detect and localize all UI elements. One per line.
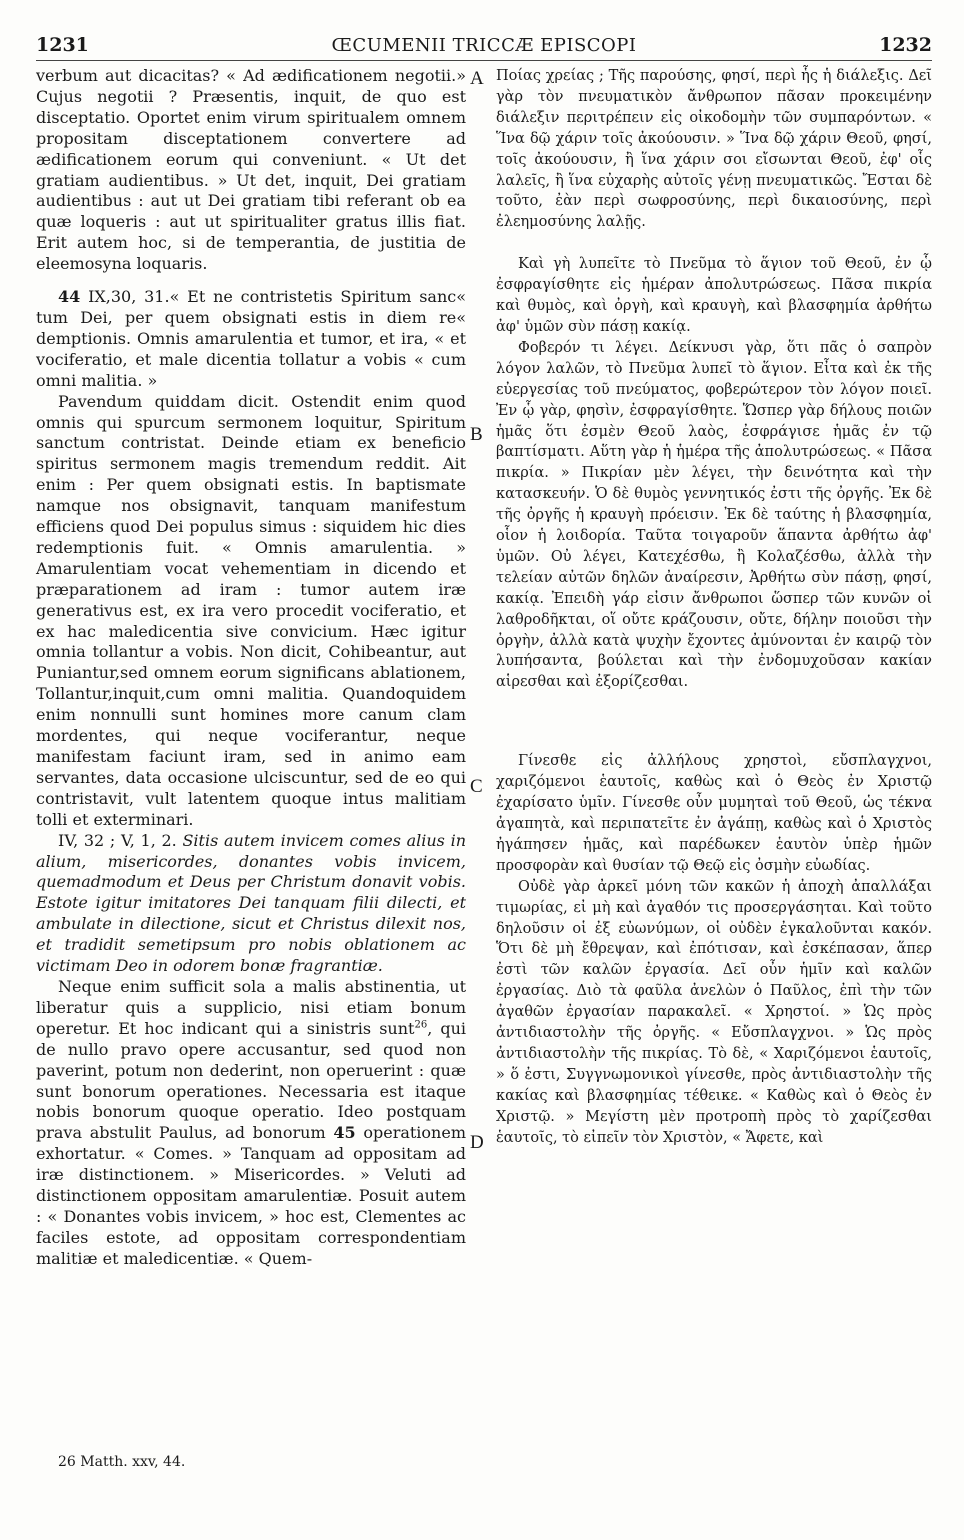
latin-ref-2: IX,30, 31.: [80, 287, 170, 307]
footnote: 26 Matth. xxv, 44.: [58, 1454, 186, 1470]
header-rule: [36, 60, 932, 61]
greek-paragraph-5: Οὐδὲ γὰρ ἀρκεῖ μόνη τῶν κακῶν ἡ ἀποχὴ ἀπαλλάξαι τιμωρίας, εἰ μὴ καὶ ἀγαθόν τις προσεργάσηται. Καὶ τοῦτο δηλοῦσιν οἱ ἐξ εὐωνύμων, οἱ οὐδὲν ἐγκαλοῦνται κακόν. Ὅτι δὲ μὴ ἔθρεψαν, καὶ ἐπότισαν, καὶ ἐσκέπασαν, ἅπερ ἐστὶ τῶν καλῶν ἐργασία. Δεῖ οὖν ἡμῖν καὶ καλῶν ἐργασίας. Διὸ τὰ φαῦλα ἀνελὼν ὁ Παῦλος, ἐπὶ τὴν τῶν ἀγαθῶν ἐργασίαν παρακαλεῖ. « Χρηστοί. » Ὡς πρὸς ἀντιδιαστολὴν τῆς ὀργῆς. « Εὔσπλαγχνοι. » Ὡς πρὸς ἀντιδιαστολὴν τῆς πικρίας. Τὸ δὲ, « Χαριζόμενοι ἑαυτοῖς, » ὅ ἐστι, Συγγνωμονικοὶ γίνεσθε, πρὸς ἀντιδιαστολὴν τῆς κακίας καὶ βλασφημίας τέθεικε. « Καθὼς καὶ ὁ Θεὸς ἐν Χριστῷ. » Μεγίστη μὲν προτροπὴ πρὸς τὸ χαρίζεσθαι ἑαυτοῖς, τὸ εἰπεῖν τὸν Χριστὸν, « Ἄφετε, καὶ: [496, 878, 932, 1146]
section-number-44: 44: [58, 287, 81, 307]
page-number-right: 1232: [879, 34, 932, 56]
greek-column: [496, 66, 932, 1149]
greek-paragraph-1: Ποίας χρείας ; Τῆς παρούσης, φησί, περὶ ἧς ἡ διάλεξις. Δεῖ γὰρ τὸν πνευματικὸν ἄνθρωπον πᾶσαν προκειμένην διάλεξιν περιτρέπειν εἰς οἰκοδομὴν τῶν συμπαρόντων. « Ἵνα δῷ χάριν τοῖς ἀκούουσιν. » Ἵνα δῷ χάριν Θεοῦ, φησί, τοῖς ἀκούουσιν, ἢ ἵνα χάριν σοι εἴσωνται Θεοῦ, ἐφ' οἷς λαλεῖς, ἢ ἵνα εὐχαρὴς αὐτοῖς γένῃ πνευματικῶς. Ἔσται δὲ τοῦτο, ἐὰν περὶ σωφροσύνης, περὶ δικαιοσύνης, περὶ ἐλεημοσύνης λαλῇς.: [496, 68, 932, 231]
running-title: ŒCUMENII TRICCÆ EPISCOPI: [331, 35, 637, 56]
section-number-45: 45: [333, 1123, 356, 1143]
greek-paragraph-4: Γίνεσθε εἰς ἀλλήλους χρηστοὶ, εὔσπλαγχνοι, χαριζόμενοι ἑαυτοῖς, καθὼς καὶ ὁ Θεὸς ἐν Χριστῷ ἐχαρίσατο ὑμῖν. Γίνεσθε οὖν μυμηταὶ τοῦ Θεοῦ, ὡς τέκνα ἀγαπητὰ, καὶ περιπατεῖτε ἐν ἀγάπῃ, καθὼς καὶ ὁ Χριστὸς ἠγάπησεν ἡμᾶς, καὶ παρέδωκεν ἑαυτὸν ὑπὲρ ἡμῶν προσφορὰν καὶ θυσίαν τῷ Θεῷ εἰς ὀσμὴν εὐωδίας.: [496, 753, 932, 874]
page-number-left: 1231: [36, 34, 89, 56]
latin-paragraph-1: verbum aut dicacitas? « Ad ædificationem negotii.» Cujus negotii ? Præsentis, inquit, de quo est disceptatio. Oportet enim virum spiritualem omnem propositam disceptationem convertere ad ædificationem eorum qui conveniunt. « Ut det gratiam audientibus. » Ut det, inquit, Dei gratiam audientibus : aut ut Dei gratiam tibi referant ob ea quæ loqueris : aut ut spiritualiter gratus illis fiat. Erit autem hoc, si de temperantia, de justitia de eleemosyna loquaris.: [36, 66, 466, 274]
latin-ref-4: IV, 32 ; V, 1, 2.: [58, 830, 183, 850]
latin-text-5c: operationem exhortatur. « Comes. » Tanquam ad oppositam ad iræ distinctionem. » Misericordes. » Veluti ad distinctionem oppositam amarulentiæ. Posuit autem : « Donantes vobis invicem, » hoc est, Clementes ac faciles estote, ad oppositam correspondentiam malitiæ et maledicentiæ. « Quem-: [36, 1123, 467, 1268]
latin-paragraph-2: [36, 287, 466, 392]
margin-marker-b: B: [470, 424, 483, 445]
latin-text-5b: , qui de nullo pravo opere accusantur, sed quod non paverint, potum non dederint, non operuerint : quæ sunt bonorum operationes. Necessaria est itaque nobis bonorum quoque operatio. Ideo postquam prava abstulit Paulus, ad bonorum: [36, 1018, 466, 1143]
latin-column: [36, 66, 466, 1270]
latin-paragraph-5: [36, 977, 466, 1270]
margin-marker-a: A: [470, 68, 484, 89]
latin-paragraph-3: Pavendum quiddam dicit. Ostendit enim quod omnis qui spurcum sermonem loquitur, Spiritum sanctum contristat. Deinde etiam ex beneficio spiritus sermonem magis tremendum reddit. Ait enim : Per quem obsignati estis. In baptismate namque nos obsignavit, tanquam manifestum efficiens quod Dei populus simus : siquidem hic dies redemptionis fuit. « Omnis amarulentia. » Amarulentiam vocat vehementiam in dicendo et præparationem ad iram : tumor autem iræ generativus est, ex ira vero procedit vociferatio, et ex hac maledicentia sive convicium. Hæc igitur omnia tollantur a vobis. Non dicit, Cohibeantur, aut Puniantur,sed omnem eorum significans ablationem, Tollantur,inquit,cum omni malitia. Quandoquidem enim nonnulli sunt homines more canum clam mordentes, qui neque vociferantur, neque manifestam faciunt iram, sed in animo eam servantes, data occasione ulciscuntur, sed de eo qui contristavit, vult latentem quoque intus malitiam tolli et exterminari.: [36, 391, 466, 829]
greek-paragraph-2: Καὶ γὴ λυπεῖτε τὸ Πνεῦμα τὸ ἅγιον τοῦ Θεοῦ, ἐν ᾧ ἐσφραγίσθητε εἰς ἡμέραν ἀπολυτρώσεως. Πᾶσα πικρία καὶ θυμὸς, καὶ ὀργὴ, καὶ κραυγὴ, καὶ βλασφημία ἀρθήτω ἀφ' ὑμῶν σὺν πάσῃ κακίᾳ.: [496, 256, 932, 335]
margin-marker-d: D: [470, 1132, 484, 1153]
latin-text-2: « Et ne contristetis Spiritum sanc« tum Dei, per quem obsignati estis in diem re« demptionis. Omnis amarulentia et tumor, et ira, « et vociferatio, et male dicentia tollatur a vobis « cum omni malitia. »: [36, 287, 467, 390]
footnote-ref: 26: [414, 1019, 428, 1031]
latin-text-4: Sitis autem invicem comes alius in alium, misericordes, donantes vobis invicem, quemadmodum et Deus per Christum donavit vobis. Estote igitur imitatores Dei tanquam filii dilecti, et ambulate in dilectione, sicut et Christus dilexit nos, et tradidit semetipsum pro nobis oblationem ac victimam Deo in odorem bonæ fragrantiæ.: [36, 830, 467, 976]
latin-paragraph-4: [36, 831, 466, 977]
greek-paragraph-3: Φοβερόν τι λέγει. Δείκνυσι γὰρ, ὅτι πᾶς ὁ σαπρὸν λόγον λαλῶν, τὸ Πνεῦμα λυπεῖ τὸ ἅγιον. Εἶτα καὶ ἐκ τῆς εὐεργεσίας τοῦ πνεύματος, φοβερώτερον τὸν λόγον ποιεῖ. Ἐν ᾧ γὰρ, φησὶν, ἐσφραγίσθητε. Ὥσπερ γὰρ δήλους ποιῶν ἡμᾶς ὅτι ἐσμὲν Θεοῦ λαὸς, ἐσφράγισε ἡμᾶς ἐν τῷ βαπτίσματι. Αὕτη γὰρ ἡ ἡμέρα τῆς ἀπολυτρώσεως. « Πᾶσα πικρία. » Πικρίαν μὲν λέγει, τὴν δεινότητα καὶ τὴν κατασκευήν. Ὁ δὲ θυμὸς γεννητικός ἐστι τῆς ὀργῆς. Ἐκ δὲ τῆς ὀργῆς ἡ κραυγὴ πρόεισιν. Ἐκ δὲ ταύτης ἡ βλασφημία, οἷον ἡ λοιδορία. Ταῦτα τοιγαροῦν ἅπαντα ἀρθήτω ἀφ' ὑμῶν. Οὐ λέγει, Κατεχέσθω, ἢ Κολαζέσθω, ἀλλὰ τὴν τελείαν αὐτῶν δηλῶν ἀναίρεσιν, Ἀρθήτω σὺν πάσῃ, φησί, κακίᾳ. Ἐπειδὴ γάρ εἰσιν ἄνθρωποι ὥσπερ τῶν κυνῶν οἱ λαθροδῆκται, οἵ οὔτε κράζουσιν, οὔτε, δήλην ποιοῦσι τὴν ὀργὴν, ἀλλὰ κατὰ ψυχὴν ἔχοντες ἀμύνονται ἐν καιρῷ τὸν λυπήσαντα, βούλεται καὶ τὴν ἐνδομυχοῦσαν κακίαν αἱρεσθαι καὶ ἐξορίζεσθαι.: [496, 339, 932, 691]
latin-text-5a: Neque enim sufficit sola a malis abstinentia, ut liberatur quis a supplicio, nisi etiam bonum operetur. Et hoc indicant qui a sinistris sunt: [36, 976, 466, 1038]
margin-marker-c: C: [470, 776, 483, 797]
